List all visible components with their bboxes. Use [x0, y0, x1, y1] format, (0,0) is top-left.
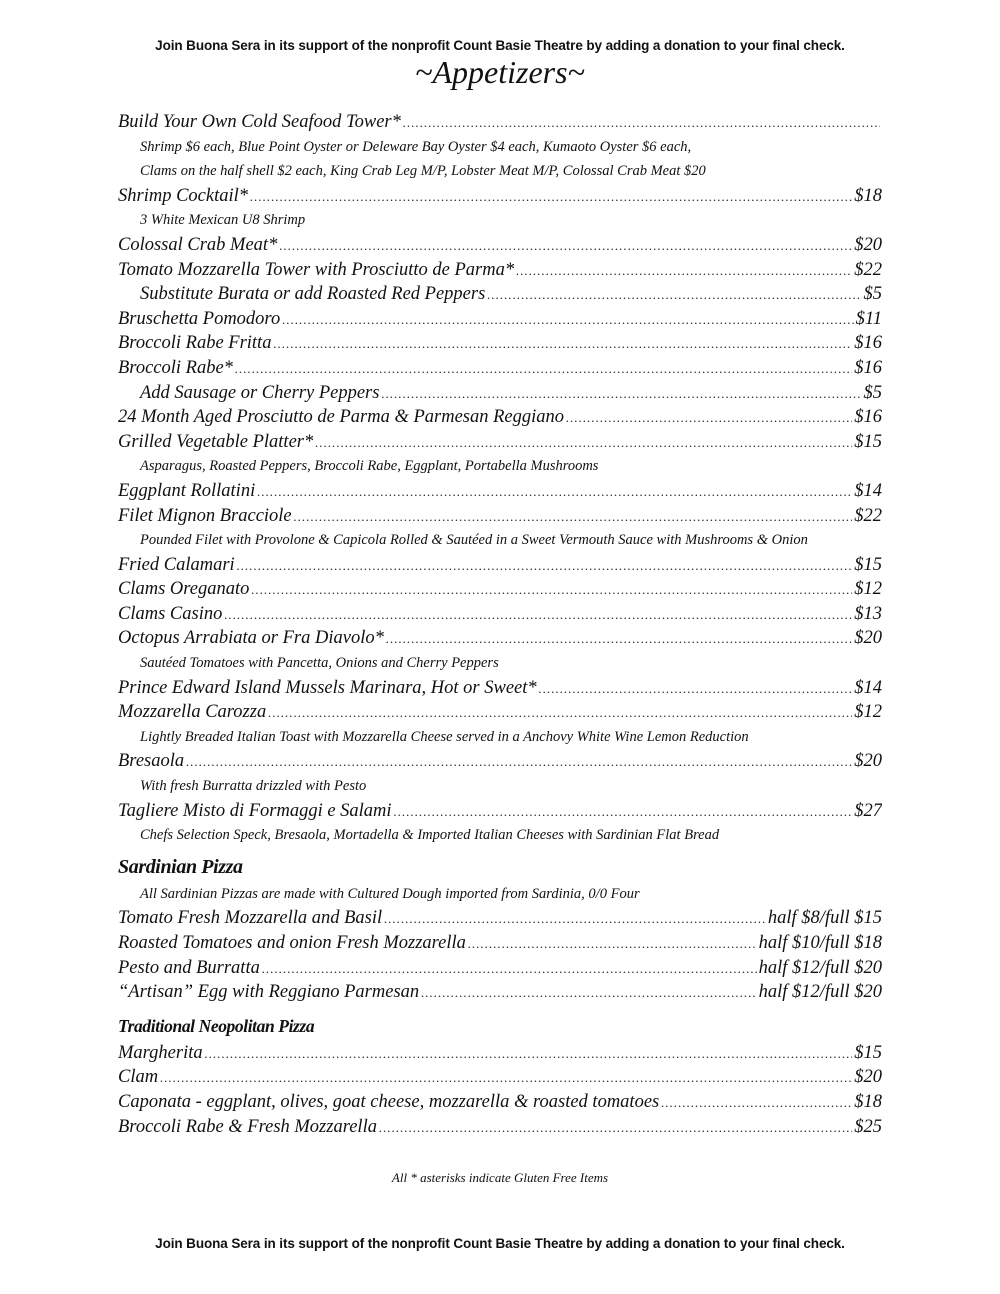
page-title: ~Appetizers~ — [415, 54, 585, 90]
menu-item — [118, 980, 882, 1005]
menu-item — [118, 749, 882, 774]
item-name: Octopus Arrabiata or Fra Diavolo* — [118, 628, 384, 649]
leader-dots — [539, 677, 853, 701]
item-name: “Artisan” Egg with Reggiano Parmesan — [118, 982, 420, 1003]
item-price: $16 — [854, 407, 882, 428]
leader-dots — [282, 308, 853, 332]
item-price: $11 — [855, 308, 882, 329]
section-heading-neopolitan: Traditional Neopolitan Pizza — [118, 1015, 315, 1036]
leader-dots — [403, 111, 880, 135]
item-price: $16 — [854, 357, 882, 378]
leader-dots — [315, 431, 852, 455]
menu-item — [118, 307, 882, 332]
item-price: $15 — [854, 431, 882, 452]
item-price: half $10/full $18 — [758, 933, 882, 953]
item-price: $15 — [854, 554, 882, 575]
menu-item — [118, 184, 882, 209]
leader-dots — [273, 332, 852, 356]
item-description: Lightly Breaded Italian Toast with Mozzarella Cheese served in a Anchovy White Wine Lemon Reduction — [140, 728, 749, 745]
item-name: Broccoli Rabe Fritta — [118, 333, 272, 354]
leader-dots — [250, 185, 852, 209]
menu-item — [118, 479, 882, 504]
item-name: Fried Calamari — [118, 554, 235, 575]
item-name: Shrimp Cocktail* — [118, 185, 249, 206]
leader-dots — [224, 603, 852, 627]
item-price: $22 — [854, 259, 882, 280]
item-price: $22 — [854, 505, 882, 526]
leader-dots — [268, 701, 852, 725]
menu-list — [118, 110, 882, 1139]
leader-dots — [661, 1091, 852, 1115]
item-name: Tomato Fresh Mozzarella and Basil — [118, 908, 383, 929]
leader-dots — [160, 1066, 852, 1090]
menu-item — [118, 233, 882, 258]
item-name: Grilled Vegetable Platter* — [118, 431, 314, 452]
item-description: Clams on the half shell $2 each, King Crab Leg M/P, Lobster Meat M/P, Colossal Crab Meat $20 — [140, 163, 706, 180]
leader-dots — [186, 750, 852, 774]
menu-item — [118, 906, 882, 931]
menu-item — [118, 1090, 882, 1115]
leader-dots — [384, 907, 766, 931]
item-price: $13 — [854, 603, 882, 624]
menu-item — [118, 504, 882, 529]
section-description: All Sardinian Pizzas are made with Cultured Dough imported from Sardinia, 0/0 Four — [140, 885, 640, 902]
item-price: $5 — [863, 284, 882, 305]
menu-item — [118, 700, 882, 725]
menu-item — [118, 1115, 882, 1140]
item-name: Roasted Tomatoes and onion Fresh Mozzarella — [118, 933, 466, 953]
item-name: Margherita — [118, 1042, 203, 1063]
leader-dots — [386, 627, 852, 651]
menu-item — [118, 602, 882, 627]
item-name: Caponata - eggplant, olives, goat cheese, mozzarella & roasted tomatoes — [118, 1091, 660, 1112]
item-price: $16 — [854, 333, 882, 354]
item-description: Pounded Filet with Provolone & Capicola Rolled & Sautéed in a Sweet Vermouth Sauce with Mushrooms & Onion — [140, 532, 808, 549]
leader-dots — [566, 406, 852, 430]
item-description: Chefs Selection Speck, Bresaola, Mortadella & Imported Italian Cheeses with Sardinian Flat Bread — [140, 827, 720, 844]
item-price: $14 — [854, 480, 882, 501]
menu-item — [118, 799, 882, 824]
item-price: $20 — [854, 234, 882, 255]
leader-dots — [381, 382, 861, 406]
item-name: Tagliere Misto di Formaggi e Salami — [118, 800, 392, 821]
leader-dots — [235, 357, 852, 381]
menu-item — [118, 956, 882, 981]
menu-item — [118, 1041, 882, 1066]
item-price: $12 — [854, 702, 882, 723]
leader-dots — [205, 1042, 853, 1066]
menu-item — [118, 553, 882, 578]
item-name: Build Your Own Cold Seafood Tower* — [118, 112, 401, 132]
item-price: $20 — [854, 628, 882, 649]
item-name: Eggplant Rollatini — [118, 480, 256, 501]
item-price: $18 — [854, 185, 882, 206]
item-description: Asparagus, Roasted Peppers, Broccoli Rabe, Eggplant, Portabella Mushrooms — [140, 458, 599, 475]
leader-dots — [262, 957, 757, 981]
item-price: $5 — [863, 382, 882, 403]
item-price: $14 — [854, 677, 882, 698]
item-name: Colossal Crab Meat* — [118, 234, 278, 255]
menu-item — [118, 110, 882, 135]
item-name: Tomato Mozzarella Tower with Prosciutto de Parma* — [118, 259, 515, 280]
item-name: Broccoli Rabe* — [118, 357, 233, 378]
menu-item — [118, 1065, 882, 1090]
donation-notice-top: Join Buona Sera in its support of the nonprofit Count Basie Theatre by adding a donation to your final check. — [155, 38, 845, 53]
menu-item — [118, 430, 882, 455]
leader-dots — [379, 1116, 852, 1140]
menu-item — [118, 577, 882, 602]
menu-item — [118, 405, 882, 430]
item-name: 24 Month Aged Prosciutto de Parma & Parmesan Reggiano — [118, 407, 565, 428]
menu-item — [118, 258, 882, 283]
leader-dots — [294, 505, 853, 529]
leader-dots — [394, 800, 853, 824]
item-price: $20 — [854, 1067, 882, 1088]
item-name: Filet Mignon Bracciole — [118, 505, 292, 526]
leader-dots — [468, 932, 757, 956]
item-price: half $12/full $20 — [758, 957, 882, 978]
leader-dots — [487, 283, 861, 307]
menu-item — [118, 356, 882, 381]
item-description: Shrimp $6 each, Blue Point Oyster or Deleware Bay Oyster $4 each, Kumaoto Oyster $6 each, — [140, 138, 692, 155]
item-name: Broccoli Rabe & Fresh Mozzarella — [118, 1116, 377, 1137]
leader-dots — [257, 480, 852, 504]
item-name: Clams Oreganato — [118, 579, 250, 600]
item-price: $25 — [854, 1116, 882, 1137]
donation-notice-bottom: Join Buona Sera in its support of the nonprofit Count Basie Theatre by adding a donation to your final check. — [155, 1236, 845, 1251]
item-price: $15 — [854, 1042, 882, 1063]
item-price: $27 — [854, 800, 882, 821]
gluten-free-footnote: All * asterisks indicate Gluten Free Items — [391, 1170, 609, 1185]
item-price: $18 — [854, 1091, 882, 1112]
item-name: Prince Edward Island Mussels Marinara, Hot or Sweet* — [118, 677, 537, 698]
menu-item — [118, 676, 882, 701]
menu-item — [118, 331, 882, 356]
leader-dots — [516, 259, 852, 283]
leader-dots — [251, 578, 852, 602]
item-name: Bruschetta Pomodoro — [118, 308, 281, 329]
item-name: Mozzarella Carozza — [118, 702, 267, 723]
item-price: $20 — [854, 751, 882, 772]
item-name: Clam — [118, 1067, 159, 1088]
menu-addon — [118, 381, 882, 406]
item-price: half $12/full $20 — [758, 982, 882, 1003]
item-description: With fresh Burratta drizzled with Pesto — [140, 778, 367, 795]
leader-dots — [279, 234, 852, 258]
item-name: Bresaola — [118, 751, 185, 772]
item-description: Sautéed Tomatoes with Pancetta, Onions and Cherry Peppers — [140, 655, 499, 672]
leader-dots — [237, 554, 853, 578]
item-name: Clams Casino — [118, 603, 223, 624]
item-description: 3 White Mexican U8 Shrimp — [140, 212, 306, 229]
item-price: half $8/full $15 — [767, 908, 882, 929]
menu-addon — [118, 282, 882, 307]
item-name: Substitute Burata or add Roasted Red Peppers — [140, 284, 486, 305]
item-price: $12 — [854, 579, 882, 600]
section-heading-sardinian: Sardinian Pizza — [118, 855, 243, 878]
item-name: Add Sausage or Cherry Peppers — [140, 382, 380, 403]
menu-item — [118, 931, 882, 956]
leader-dots — [421, 981, 757, 1005]
item-name: Pesto and Burratta — [118, 957, 260, 978]
menu-item — [118, 626, 882, 651]
